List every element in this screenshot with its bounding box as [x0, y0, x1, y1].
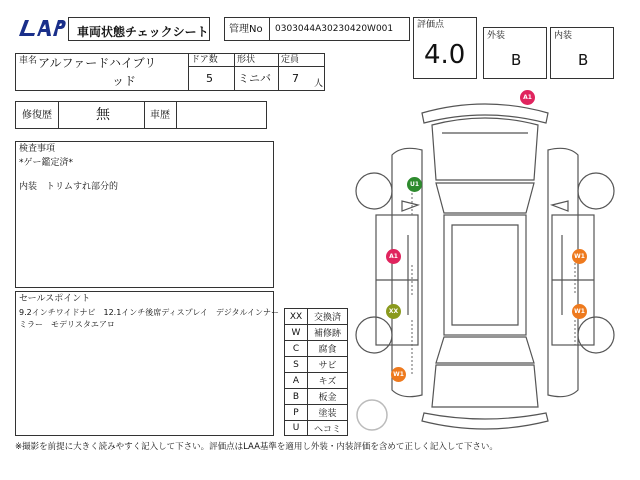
damage-legend [284, 308, 348, 436]
legend-meaning: 腐食 [307, 340, 348, 357]
repair-history-label: 修復歴 [22, 110, 52, 121]
legend-meaning: 板金 [307, 388, 348, 405]
legend-code: W [284, 324, 308, 341]
legend-meaning: サビ [307, 356, 348, 373]
shape-label: 形状 [237, 55, 256, 65]
overall-rating-box [413, 17, 477, 79]
damage-marker-left-rear[interactable]: W1 [391, 367, 406, 382]
damage-marker-left-front[interactable]: U1 [407, 177, 422, 192]
interior-rating-value: B [578, 51, 589, 69]
car-name-label: 車名 [19, 56, 38, 66]
capacity-label: 定員 [281, 55, 300, 65]
repair-history-value: 無 [96, 107, 110, 123]
history-box [15, 101, 267, 129]
legend-code: C [284, 340, 308, 357]
doors-label: ドア数 [191, 55, 218, 65]
sales-points-box [15, 291, 280, 436]
management-no: 0303044A30230420W001 [275, 24, 394, 34]
legend-meaning: ヘコミ [307, 420, 348, 436]
inspection-line1: *ゲー鑑定済* [19, 158, 74, 168]
legend-meaning: 塗装 [307, 404, 348, 421]
damage-marker-left-door[interactable]: A1 [386, 249, 401, 264]
damage-marker-right-door[interactable]: W1 [572, 249, 587, 264]
legend-meaning: 交換済 [307, 308, 348, 325]
vehicle-history-label: 車歴 [150, 110, 170, 121]
interior-rating-box [550, 27, 614, 79]
damage-marker-left-rear-door[interactable]: XX [386, 304, 401, 319]
exterior-rating-box [483, 27, 547, 79]
shape-value: ミニバ [238, 72, 271, 85]
capacity-unit: 人 [314, 79, 324, 89]
legend-meaning: キズ [307, 372, 348, 389]
sales-points-line1: 9.2インチワイドナビ 12.1インチ後席ディスプレイ デジタルインナー [19, 308, 280, 317]
legend-code: B [284, 388, 308, 405]
exterior-rating-value: B [511, 51, 522, 69]
exterior-rating-label: 外装 [487, 31, 506, 41]
car-name-line1: アルファードハイブリ [38, 56, 157, 70]
car-damage-diagram [352, 95, 618, 440]
legend-code: U [284, 420, 308, 436]
management-no-box [224, 17, 410, 41]
logo [15, 16, 67, 42]
legend-code: P [284, 404, 308, 421]
damage-marker-front[interactable]: A1 [520, 90, 535, 105]
legend-code: XX [284, 308, 308, 325]
overall-rating-label: 評価点 [417, 20, 445, 30]
overall-rating-value: 4.0 [424, 40, 466, 70]
legend-code: S [284, 356, 308, 373]
inspection-box [15, 141, 274, 288]
interior-rating-label: 内装 [554, 31, 573, 41]
management-no-label: 管理No [229, 24, 263, 35]
sales-points-line2: ミラー モデリスタエアロ [19, 320, 115, 329]
sales-points-label: セールスポイント [19, 294, 91, 304]
sheet-title-box [68, 17, 210, 41]
car-name-line2: ッド [112, 74, 137, 88]
vehicle-info-box [15, 53, 325, 91]
damage-marker-right-rear-door[interactable]: W1 [572, 304, 587, 319]
doors-value: 5 [206, 72, 213, 85]
inspection-line2: 内装 トリムすれ部分的 [19, 182, 119, 192]
sheet-title: 車両状態チェックシート [77, 25, 209, 39]
legend-meaning: 補修跡 [307, 324, 348, 341]
legend-code: A [284, 372, 308, 389]
inspection-label: 検査事項 [19, 144, 56, 154]
capacity-value: 7 [292, 72, 299, 85]
footer-note: ※撮影を前提に大きく読みやすく記入して下さい。評価点はLAA基準を適用し外装・内装評価を含めて正しく記入して下さい。 [15, 442, 498, 452]
